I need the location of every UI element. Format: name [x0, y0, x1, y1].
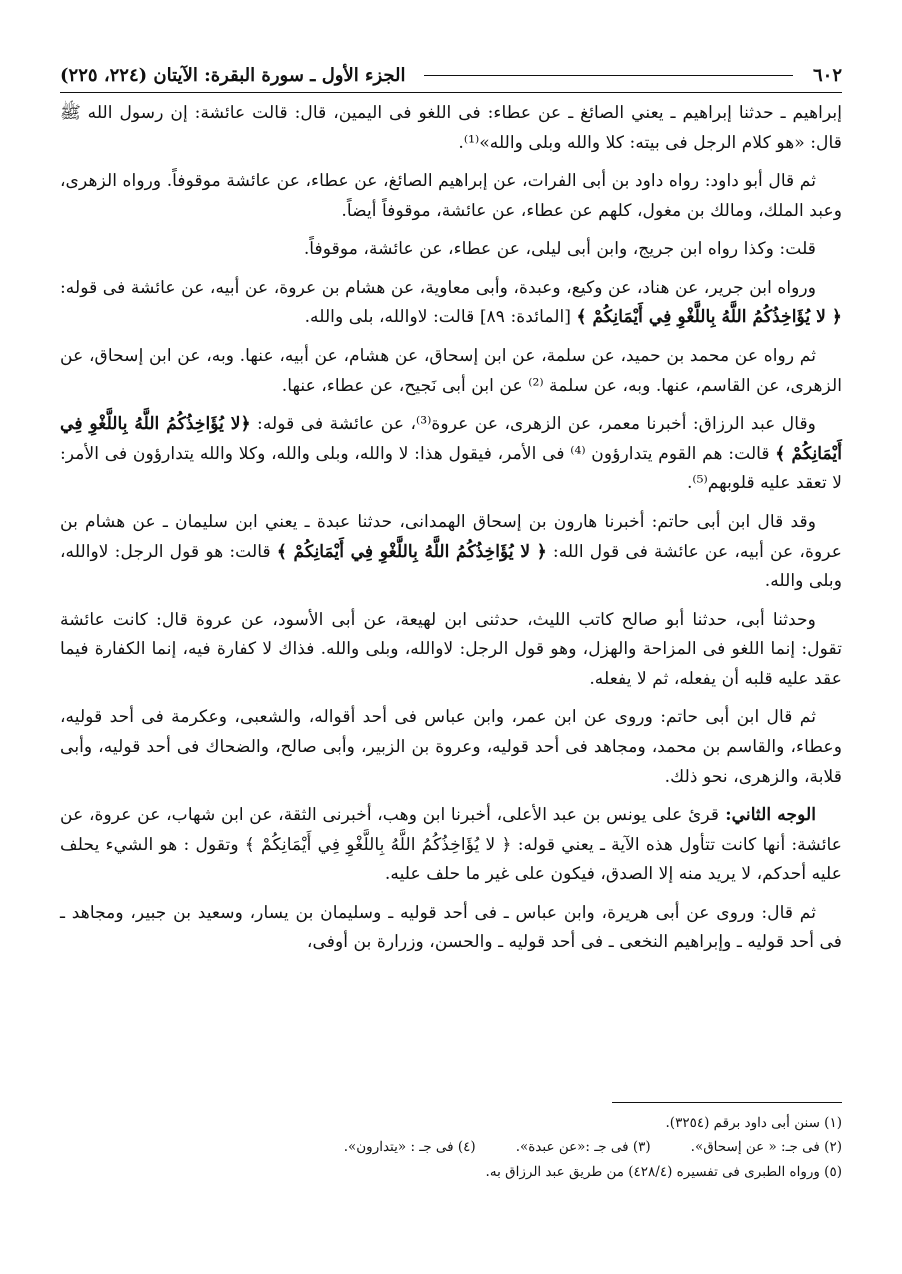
footnote-rule	[612, 1102, 842, 1103]
main-text	[60, 99, 842, 958]
footnote: (٤) فى جـ : «يتدارون».	[343, 1139, 476, 1156]
footnotes	[60, 1102, 842, 1184]
paragraph: الوجه الثاني: قرئ على يونس بن عبد الأعلى، أخبرنا ابن وهب، أخبرنى الثقة، عن ابن شهاب، عن عروة، عن عائشة: أنها كانت تتأول هذه الآية ـ يعني قوله: ﴿ لا يُؤَاخِذُكُمُ اللَّهُ بِاللَّغْوِ فِي أَيْمَانِكُمْ ﴾ وتقول : هو الشيء يحلف عليه أحدكم، لا يريد منه إلا الصدق، فيكون على غير ما حلف عليه.	[60, 805, 842, 885]
book-page	[60, 58, 842, 967]
page-number: ٦٠٢	[812, 64, 842, 86]
paragraph: وحدثنا أبى، حدثنا أبو صالح كاتب الليث، حدثنى ابن لهيعة، عن أبى الأسود، عن عروة قال: كانت عائشة تقول: إنما اللغو فى المزاحة والهزل، وهو قول الرجل: لاوالله، وبلى والله. فذاك لا كفارة فيه، إنما الكفارة فيما عقد عليه قلبه أن يفعله، ثم لا يفعله.	[60, 609, 842, 689]
paragraph: ثم رواه عن محمد بن حميد، عن سلمة، عن ابن إسحاق، عن هشام، عن أبيه، عنها. وبه، عن ابن إسحاق، عن الزهرى، عن القاسم، عنها. وبه، عن سلمة ⁽²⁾ عن ابن أبى نَجيح، عن عطاء، عنها.	[60, 346, 842, 396]
header-title: الجزء الأول ـ سورة البقرة: الآيتان (٢٢٤، ٢٢٥)	[60, 64, 406, 86]
footnote: (٥) ورواه الطبرى فى تفسيره (٤٢٨/٤) من طريق عبد الرزاق به.	[485, 1163, 842, 1180]
footnote: (٢) فى جـ: « عن إسحاق».	[690, 1139, 842, 1156]
footnote-row	[60, 1135, 842, 1159]
quran-verse: ﴿لا يُؤَاخِذُكُمُ اللَّهُ بِاللَّغْوِ فِي أَيْمَانِكُمْ ﴾	[60, 414, 842, 464]
paragraph: ورواه ابن جرير، عن هناد، عن وكيع، وعبدة، وأبى معاوية، عن هشام بن عروة، عن أبيه، عن عائشة فى قوله: ﴿ لا يُؤَاخِذُكُمُ اللَّهُ بِاللَّغْوِ فِي أَيْمَانِكُمْ ﴾ [المائدة: ٨٩] قالت: لاوالله، بلى والله.	[60, 277, 842, 328]
paragraph: وقال عبد الرزاق: أخبرنا معمر، عن الزهرى، عن عروة⁽³⁾، عن عائشة فى قوله: ﴿لا يُؤَاخِذُكُمُ اللَّهُ بِاللَّغْوِ فِي أَيْمَانِكُمْ ﴾ قالت: هم القوم يتدارؤون ⁽⁴⁾ فى الأمر، فيقول هذا: لا والله، وبلى والله، وكلا والله يتدارؤون فى الأمر: لا تعقد عليه قلوبهم⁽⁵⁾.	[60, 414, 842, 494]
paragraph: ثم قال ابن أبى حاتم: وروى عن ابن عمر، وابن عباس فى أحد أقواله، والشعبى، وعكرمة فى أحد قوليه، وعطاء، والقاسم بن محمد، ومجاهد فى أحد قوليه، وعروة بن الزبير، وأبى صالح، والضحاك فى أحد قوليه، وأبى قلابة، والزهرى، نحو ذلك.	[60, 707, 842, 787]
header-rule	[424, 75, 793, 76]
quran-verse: ﴿ لا يُؤَاخِذُكُمُ اللَّهُ بِاللَّغْوِ فِي أَيْمَانِكُمْ ﴾	[276, 541, 547, 562]
footnote: (١) سنن أبى داود برقم (٣٢٥٤).	[665, 1115, 842, 1131]
footnote: (٣) فى جـ :«عن عبدة».	[515, 1139, 651, 1156]
paragraph: وقد قال ابن أبى حاتم: أخبرنا هارون بن إسحاق الهمدانى، حدثنا عبدة ـ يعني ابن سليمان ـ عن هشام بن عروة، عن أبيه، عن عائشة فى قول الله: ﴿ لا يُؤَاخِذُكُمُ اللَّهُ بِاللَّغْوِ فِي أَيْمَانِكُمْ ﴾ قالت: هو قول الرجل: لاوالله، وبلى والله.	[60, 511, 842, 592]
quran-verse: ﴿ لا يُؤَاخِذُكُمُ اللَّهُ بِاللَّغْوِ فِي أَيْمَانِكُمْ ﴾	[576, 307, 842, 328]
running-header	[60, 58, 842, 93]
paragraph: إبراهيم ـ حدثنا إبراهيم ـ يعني الصائغ ـ عن عطاء: فى اللغو فى اليمين، قال: قالت عائشة: إن رسول الله ﷺ قال: «هو كلام الرجل فى بيته: كلا والله وبلى والله»⁽¹⁾.	[60, 103, 842, 153]
paragraph: ثم قال أبو داود: رواه داود بن أبى الفرات، عن إبراهيم الصائغ، عن عطاء، عن عائشة موقوفاً. ورواه الزهرى، وعبد الملك، ومالك بن مغول، كلهم عن عطاء، عن عائشة، موقوفاً أيضاً.	[60, 171, 842, 221]
section-label: الوجه الثاني:	[719, 805, 816, 826]
paragraph: ثم قال: وروى عن أبى هريرة، وابن عباس ـ فى أحد قوليه ـ وسليمان بن يسار، وسعيد بن جبير، ومجاهد ـ فى أحد قوليه ـ وإبراهيم النخعى ـ فى أحد قوليه ـ والحسن، وزرارة بن أوفى،	[60, 902, 842, 953]
paragraph: قلت: وكذا رواه ابن جريج، وابن أبى ليلى، عن عطاء، عن عائشة، موقوفاً.	[303, 239, 816, 260]
